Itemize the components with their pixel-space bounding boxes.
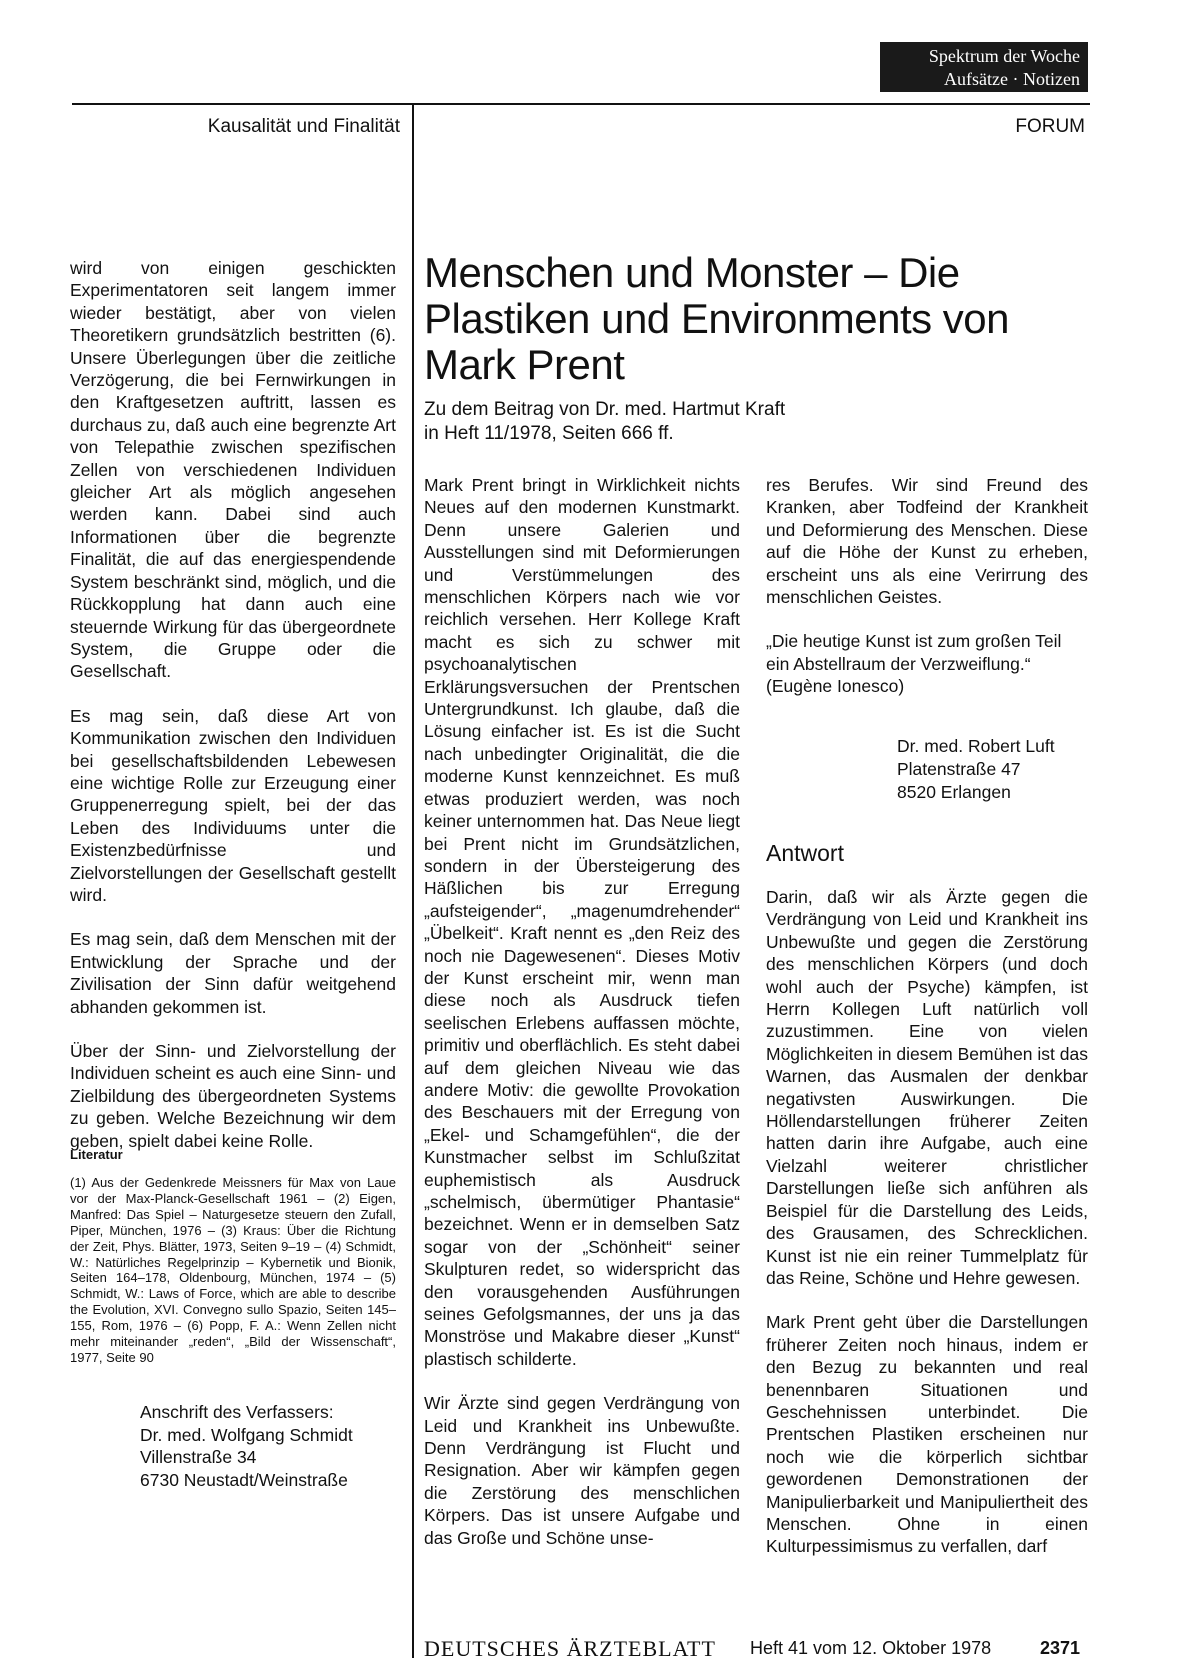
literatur-heading: Literatur: [70, 1147, 123, 1162]
left-column: [70, 257, 396, 1174]
middle-paragraph-1: Mark Prent bringt in Wirklichkeit nichts Neues auf den modernen Kunstmarkt. Denn unsere Galerien und Ausstellungen sind mit Deformierungen und Verstümmelungen des menschlichen Körpers nach wie vor reichlich versehen. Herr Kollege Kraft macht es sich zu schwer mit psychoanalytischen Erklärungsversuchen der Prentschen Untergrundkunst. Ich glaube, daß die Lösung einfacher ist. Es ist die Sucht nach unbedingter Originalität, die die moderne Kunst kennzeichnet. Es muß etwas produziert werden, was noch keiner unternommen hat. Das Neue liegt bei Prent nicht im Grundsätzlichen, sondern in der Übersteigerung des Häßlichen bis zur Erregung „aufsteigender“, „magenumdrehender“ „Übelkeit“. Kraft nennt es „den Reiz des noch nie Dagewesenen“. Dieses Motiv der Kunst erscheint mir, wenn man diese noch als Ausdruck tiefen seelischen Erlebens auffassen möchte, primitiv und oberflächlich. Es steht dabei auf dem gleichen Niveau wie das andere Motiv: die gewollte Provokation des Beschauers mit der Erregung von „Ekel- und Schamgefühlen“, die der Kunstmacher selbst im Schlußzitat euphemistisch als Ausdruck „schelmisch, übermütiger Phantasie“ bezeichnet. Wenn er in demselben Satz sogar von der „Schönheit“ seiner Skulpturen redet, so widerspricht das den vorausgehenden Ausführungen seines Gefolgsmannes, der uns ja das Monströse und Makabre dieser „Kunst“ plastisch schilderte.: [424, 475, 740, 1369]
right-column-top: [766, 474, 1088, 720]
article-title: Menschen und Monster – Die Plastiken und Environments von Mark Prent: [424, 249, 1009, 388]
left-paragraph-1: wird von einigen geschickten Experimentatoren seit langem immer wieder bestätigt, aber von vielen Theoretikern grundsätzlich bestritten (6). Unsere Überlegungen über die zeitliche Verzögerung, die bei Fernwirkungen in den Kraftgesetzen auftritt, lassen es durchaus zu, daß auch eine begrenzte Art von Telepathie zwischen spezifischen Zellen von verschiedenen Individuen gleicher Art als möglich angesehen werden kann. Dabei sind auch Informationen über die begrenzte Finalität, die auf das energiespendende System beschränkt sind, möglich, und die Rückkopplung hat dann auch eine steuernde Wirkung für das übergeordnete System, die Gruppe oder die Gesellschaft.: [70, 258, 396, 682]
left-paragraph-4: Über der Sinn- und Zielvorstellung der Individuen scheint es auch eine Sinn- und Zielbildung des übergeordneten Systems zu geben. Welche Bezeichnung wir dem geben, spielt dabei keine Rolle.: [70, 1041, 396, 1151]
footer-journal: DEUTSCHES ÄRZTEBLATT: [424, 1636, 716, 1661]
right-column-bottom: [766, 886, 1088, 1580]
author-address: [140, 1401, 400, 1491]
antwort-heading: Antwort: [766, 840, 844, 866]
badge-line-1: Spektrum der Woche: [928, 46, 1080, 66]
column-rule: [412, 103, 414, 1658]
subtitle-line-2: in Heft 11/1978, Seiten 666 ff.: [424, 423, 674, 444]
literatur-list: (1) Aus der Gedenkrede Meissners für Max von Laue vor der Max-Planck-Gesellschaft 1961 – (2) Eigen, Manfred: Das Spiel – Naturgesetze steuern den Zufall, Piper, München, 1976 – (3) Kraus: Über die Richtung der Zeit, Phys. Blätter, 1973, Seiten 9–19 – (4) Schmidt, W.: Natürliches Regelprinzip – Kybernetik und Bionik, Seiten 164–178, Oldenbourg, München, 1974 – (5) Schmidt, W.: Laws of Force, which are able to describe the Evolution, XVI. Convegno sullo Spazio, Seiten 145–155, Rom, 1976 – (6) Popp, F. A.: Wenn Zellen nicht mehr miteinander „reden“, „Bild der Wissenschaft“, 1977, Seite 90: [70, 1175, 396, 1365]
address-line: Dr. med. Wolfgang Schmidt: [140, 1424, 353, 1445]
header-rule: [72, 103, 1090, 105]
middle-paragraph-2: Wir Ärzte sind gegen Verdrängung von Leid und Krankheit ins Unbewußte. Denn Verdrängung ist Flucht und Resignation. Aber wir kämpfen gegen die Zerstörung des menschlichen Körpers. Das ist unsere Aufgabe und das Große und Schöne unse-: [424, 1393, 740, 1548]
signature-line: 8520 Erlangen: [897, 782, 1011, 802]
signature-line: Platenstraße 47: [897, 759, 1021, 779]
signature-line: Dr. med. Robert Luft: [897, 736, 1055, 756]
middle-column: [424, 474, 740, 1571]
address-line: Villenstraße 34: [140, 1447, 257, 1467]
right-paragraph-3: Mark Prent geht über die Darstellungen früherer Zeiten noch hinaus, indem er den Bezug zu bekannten und real benennbaren Situationen und Geschehnissen unterbindet. Die Prentschen Plastiken erscheinen nur noch wie die körperlich sichtbar gewordenen Demonstrationen der Manipulierbarkeit und Manipuliertheit des Menschen. Ohne in einen Kulturpessimismus zu verfallen, darf: [766, 1312, 1088, 1557]
footer-issue: Heft 41 vom 12. Oktober 1978: [750, 1638, 992, 1658]
section-badge: [880, 42, 1088, 92]
page-number: 2371: [1040, 1638, 1081, 1658]
address-line: Anschrift des Verfassers:: [140, 1402, 334, 1422]
left-paragraph-2: Es mag sein, daß diese Art von Kommunikation zwischen den Individuen bei gesellschaftsbildenden Lebewesen eine wichtige Rolle zur Erzeugung einer Gruppenerregung spielt, bei der das Leben des Individuums unter die Existenzbedürfnisse und Zielvorstellungen der Gesellschaft gestellt wird.: [70, 705, 396, 905]
letter-signature: [897, 735, 1087, 804]
ionesco-quote: „Die heutige Kunst ist zum großen Teil ein Abstellraum der Verzweiflung.“ (Eugène Ionesco): [766, 631, 1062, 697]
article-subtitle: [424, 398, 1084, 446]
left-paragraph-3: Es mag sein, daß dem Menschen mit der Entwicklung der Sprache und der Zivilisation der Sinn dafür weitgehend abhanden gekommen ist.: [70, 929, 396, 1017]
running-head-right: FORUM: [1015, 116, 1085, 137]
right-paragraph-1: res Berufes. Wir sind Freund des Kranken, aber Todfeind der Krankheit und Deformierung des Menschen. Diese auf die Höhe der Kunst zu erheben, erscheint uns als eine Verirrung des menschlichen Geistes.: [766, 475, 1088, 608]
right-paragraph-2: Darin, daß wir als Ärzte gegen die Verdrängung von Leid und Krankheit ins Unbewußte und gegen die Zerstörung des menschlichen Körpers (und doch wohl auch der Psyche) kämpfen, ist Herrn Kollegen Luft natürlich voll zuzustimmen. Eine von vielen Möglichkeiten in diesem Bemühen ist das Warnen, das Ausmalen der denkbar negativsten Auswirkungen. Die Höllendarstellungen früherer Zeiten hatten darin ihre Aufgabe, auch eine Vielzahl weiterer christlicher Darstellungen ließe sich anführen als Beispiel für die Darstellung des Leids, des Grausamen, des Schrecklichen. Kunst ist nie ein reiner Tummelplatz für das Reine, Schöne und Hehre gewesen.: [766, 887, 1088, 1288]
address-line: 6730 Neustadt/Weinstraße: [140, 1469, 348, 1490]
subtitle-line-1: Zu dem Beitrag von Dr. med. Hartmut Kraft: [424, 399, 786, 420]
running-head-left: Kausalität und Finalität: [207, 116, 400, 137]
badge-line-2: Aufsätze · Notizen: [944, 69, 1080, 89]
